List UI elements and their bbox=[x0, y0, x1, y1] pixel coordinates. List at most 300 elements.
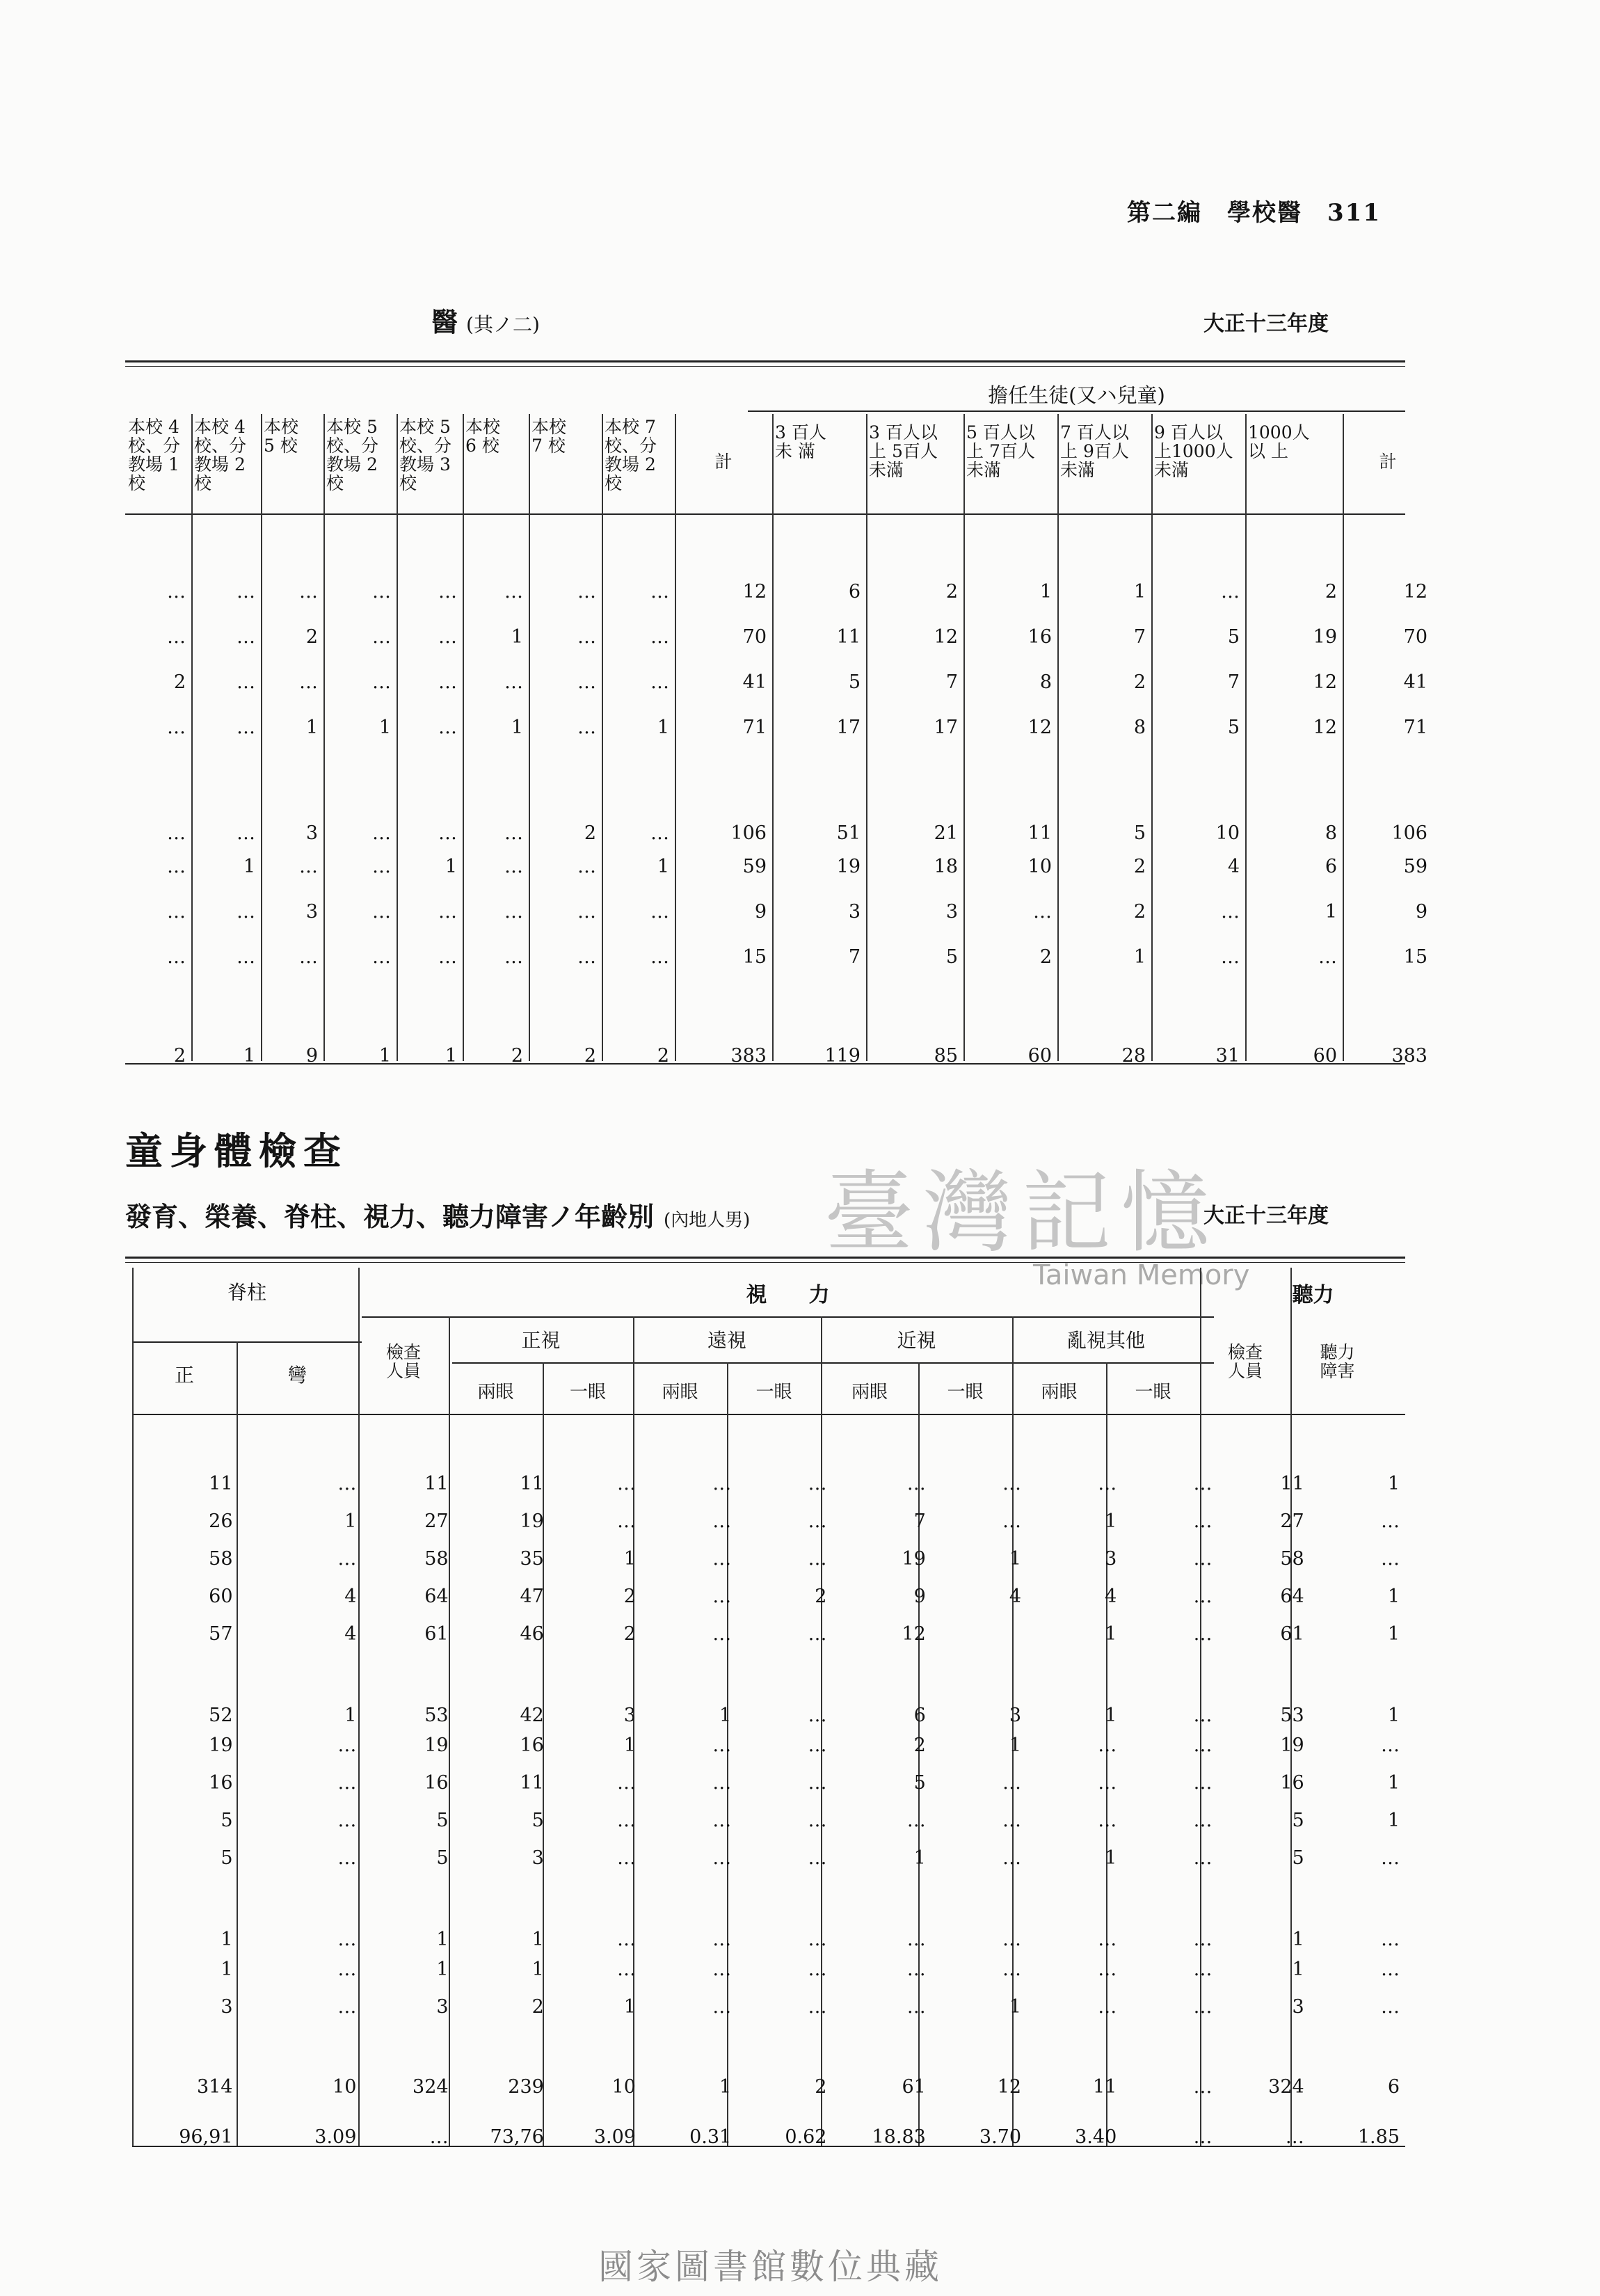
table1-header-col-1-line: 校、分 bbox=[128, 436, 181, 456]
table2-cell: … bbox=[1193, 1995, 1213, 2018]
hearing-exam-count-header-line: 檢查 bbox=[1227, 1342, 1263, 1362]
table2-cell: 314 bbox=[196, 2076, 233, 2098]
table2-cell: 47 bbox=[520, 1585, 544, 1607]
table1-cell: 19 bbox=[836, 856, 861, 877]
hearing-impaired-header-line: 聽力 bbox=[1320, 1342, 1355, 1362]
table1-cell: … bbox=[504, 946, 523, 968]
table1-header-col-2-line: 教場 2 bbox=[194, 454, 246, 475]
table1-cell: 1 bbox=[445, 1045, 457, 1067]
table2-cell: … bbox=[337, 1929, 357, 1950]
table1-cell: … bbox=[438, 822, 457, 844]
table2-row bbox=[132, 1839, 1405, 1876]
hearing-exam-count-header bbox=[1200, 1343, 1290, 1380]
table1-cell: 60 bbox=[1313, 1045, 1337, 1067]
table1-cell: 70 bbox=[742, 626, 767, 648]
table2-cell: … bbox=[1098, 1929, 1117, 1950]
table1-cell: 7 bbox=[945, 671, 958, 693]
table1-cell: 3 bbox=[945, 901, 958, 923]
table1-cell: … bbox=[167, 581, 186, 603]
table2-cell: … bbox=[1193, 1958, 1213, 1980]
table1-cell: 21 bbox=[934, 822, 958, 844]
table2-cell: 35 bbox=[520, 1547, 544, 1570]
table2-cell: … bbox=[712, 1995, 732, 2018]
table2-top-rule bbox=[125, 1257, 1405, 1263]
table1-header-col-5-line: 校、分 bbox=[399, 436, 452, 456]
table1-header-col-11-line: 3 百人以 bbox=[869, 422, 938, 443]
table1-cell: 10 bbox=[1027, 856, 1052, 877]
table1-header-col-10 bbox=[775, 423, 863, 461]
table1-header-col-13 bbox=[1060, 423, 1149, 479]
vision-one-eye: 一眼 bbox=[1135, 1382, 1171, 1403]
table2-cell: 0.31 bbox=[689, 2126, 732, 2148]
table1-cell: … bbox=[438, 581, 457, 603]
vision-one-eye: 一眼 bbox=[755, 1382, 792, 1403]
table2-cell: … bbox=[906, 1472, 926, 1494]
table2-cell: … bbox=[906, 1995, 926, 2018]
table1-cell: … bbox=[372, 856, 391, 877]
table2-cell: 61 bbox=[902, 2076, 926, 2098]
table2-cell: 19 bbox=[1280, 1734, 1304, 1756]
table2-cell: 11 bbox=[1280, 1472, 1304, 1494]
table1-cell: 8 bbox=[1133, 717, 1146, 738]
table2-cell: 58 bbox=[209, 1547, 233, 1570]
table1-cell: 2 bbox=[584, 822, 596, 844]
table2-cell: … bbox=[337, 1995, 357, 2018]
table2-cell: 27 bbox=[1280, 1510, 1304, 1532]
table1-header-col-8 bbox=[605, 417, 672, 493]
table2-cell: 58 bbox=[1280, 1547, 1304, 1570]
table2-cell: … bbox=[808, 1929, 827, 1950]
table1-cell: 383 bbox=[1391, 1045, 1427, 1067]
table2-cell: … bbox=[712, 1847, 732, 1869]
table1-cell: … bbox=[237, 822, 255, 844]
table2-cell: 2 bbox=[815, 1585, 827, 1607]
table2-row bbox=[132, 1502, 1405, 1540]
table1-header-col-8-line: 本校 7 bbox=[605, 417, 656, 437]
table1-cell: 2 bbox=[173, 1045, 186, 1067]
table2-cell: 53 bbox=[424, 1705, 449, 1726]
table2-cell: … bbox=[429, 2126, 449, 2148]
table1-cell: 28 bbox=[1121, 1045, 1146, 1067]
table2-cell: … bbox=[712, 1472, 732, 1494]
table2-cell: … bbox=[1098, 1958, 1117, 1980]
table1-cell: … bbox=[167, 717, 186, 738]
table2-cell: 61 bbox=[1280, 1623, 1304, 1645]
table2-cell: … bbox=[337, 1734, 357, 1756]
table2-cell: 1.85 bbox=[1357, 2126, 1400, 2148]
table2-row bbox=[132, 1465, 1405, 1502]
table1-cell: … bbox=[167, 856, 186, 877]
table1-cell: … bbox=[650, 901, 669, 923]
table1-cell: 17 bbox=[836, 717, 861, 738]
table2-cell: … bbox=[808, 1547, 827, 1570]
table2-spine-rule bbox=[132, 1341, 362, 1343]
table1-row bbox=[125, 705, 1433, 750]
table2-cell: … bbox=[1002, 1809, 1022, 1831]
table1-cell: 59 bbox=[742, 856, 767, 877]
table1-cell: … bbox=[577, 581, 596, 603]
table2-cell: 53 bbox=[1280, 1705, 1304, 1726]
table2-cell: 324 bbox=[1268, 2076, 1304, 2098]
table1-cell: … bbox=[577, 901, 596, 923]
table1-cell: … bbox=[1033, 901, 1052, 923]
table1-header-col-10-line: 未 滿 bbox=[775, 441, 815, 461]
table1-cell: 1 bbox=[657, 856, 669, 877]
table1-cell: 41 bbox=[1403, 671, 1427, 693]
table1-cell: 10 bbox=[1215, 822, 1240, 844]
vision-exam-count-header-line: 人員 bbox=[385, 1361, 421, 1381]
table1-row bbox=[125, 844, 1433, 889]
table1-cell: 2 bbox=[945, 581, 958, 603]
table1-cell: … bbox=[504, 581, 523, 603]
table2-cell: … bbox=[712, 1929, 732, 1950]
table2-cell: 3 bbox=[1009, 1705, 1022, 1726]
table1-cell: … bbox=[577, 717, 596, 738]
table2-cell: 6 bbox=[1387, 2076, 1400, 2098]
table2-row bbox=[132, 1615, 1405, 1652]
table1-cell: 5 bbox=[1133, 822, 1146, 844]
table2-cell: … bbox=[906, 1809, 926, 1831]
table2-cell: … bbox=[712, 1510, 732, 1532]
section-title: 童身體檢查 bbox=[125, 1129, 348, 1173]
table2-cell: … bbox=[1381, 1510, 1400, 1532]
vision-both-eyes: 兩眼 bbox=[1041, 1382, 1078, 1403]
table1-cell: … bbox=[504, 901, 523, 923]
table2-cell: … bbox=[712, 1734, 732, 1756]
table2-row bbox=[132, 1726, 1405, 1764]
table1-header-col-10-line: 3 百人 bbox=[775, 422, 826, 443]
table1-cell: 1 bbox=[305, 717, 318, 738]
table2-cell: … bbox=[1098, 1809, 1117, 1831]
table1-cell: 15 bbox=[742, 946, 767, 968]
table1-header-col-3-line: 本校 bbox=[264, 417, 299, 437]
table2-cell: 4 bbox=[1009, 1585, 1022, 1607]
table1-cell: 1 bbox=[511, 717, 523, 738]
table1-header-col-7 bbox=[531, 417, 599, 455]
table1-cell: … bbox=[504, 671, 523, 693]
table1-top-rule bbox=[125, 360, 1405, 367]
table2-cell: 4 bbox=[344, 1585, 357, 1607]
table2-cell: … bbox=[1193, 1623, 1213, 1645]
table1-header-rule bbox=[125, 513, 1405, 515]
table2-cell: 2 bbox=[623, 1623, 636, 1645]
table2-cell: … bbox=[616, 1472, 636, 1494]
table1-header-col-12 bbox=[966, 423, 1055, 479]
table2-cell: 12 bbox=[902, 1623, 926, 1645]
table2-cell: 1 bbox=[1292, 1929, 1304, 1950]
table2-cell: 26 bbox=[209, 1510, 233, 1532]
vision-group-4: 亂視其他 bbox=[1066, 1329, 1145, 1352]
table1-cell: … bbox=[237, 581, 255, 603]
table1-cell: 8 bbox=[1325, 822, 1337, 844]
table2-cell: 1 bbox=[1387, 1623, 1400, 1645]
table2-cell: … bbox=[1193, 1472, 1213, 1494]
table2-row bbox=[132, 1801, 1405, 1839]
table2-cell: … bbox=[712, 1771, 732, 1794]
table1-cell: 12 bbox=[1313, 717, 1337, 738]
table2-row bbox=[132, 1876, 1405, 1950]
table1-cell: … bbox=[299, 946, 318, 968]
table1-header-col-5-line: 本校 5 bbox=[399, 417, 451, 437]
table2-cell: 0.62 bbox=[785, 2126, 827, 2148]
table2-cell: … bbox=[1098, 1995, 1117, 2018]
table1-header-col-1-line: 校 bbox=[128, 473, 146, 493]
table2-cell: … bbox=[1002, 1472, 1022, 1494]
table1-cell: 1 bbox=[243, 856, 255, 877]
table1-header-col-6 bbox=[465, 417, 526, 455]
table2-cell: 12 bbox=[997, 2076, 1022, 2098]
table2-cell: 16 bbox=[424, 1771, 449, 1794]
table2-cell: 1 bbox=[1387, 1705, 1400, 1726]
table1-header-col-8-line: 教場 2 bbox=[605, 454, 656, 475]
table2-cell: 5 bbox=[221, 1809, 233, 1831]
table2-cell: … bbox=[1381, 1929, 1400, 1950]
table2-cell: 4 bbox=[344, 1623, 357, 1645]
table2-cell: 5 bbox=[1292, 1809, 1304, 1831]
table2-row bbox=[132, 1652, 1405, 1726]
table1-header-col-4 bbox=[326, 417, 394, 493]
table2-cell: … bbox=[906, 1929, 926, 1950]
table1-cell: 3 bbox=[305, 901, 318, 923]
table1-cell: … bbox=[372, 671, 391, 693]
table1-cell: … bbox=[299, 671, 318, 693]
hearing-header: 聽力 bbox=[1292, 1283, 1334, 1307]
table2-row bbox=[132, 2098, 1405, 2148]
table1-header-col-11-line: 未滿 bbox=[869, 460, 904, 480]
table2-cell: 2 bbox=[815, 2076, 827, 2098]
table1-cell: 9 bbox=[305, 1045, 318, 1067]
table1-cell: 5 bbox=[848, 671, 861, 693]
table1-cell: … bbox=[650, 822, 669, 844]
table2-cell: 1 bbox=[623, 1995, 636, 2018]
table2-cell: 1 bbox=[1387, 1809, 1400, 1831]
hearing-exam-count-header-line: 人員 bbox=[1227, 1361, 1263, 1381]
table1-row bbox=[125, 569, 1433, 614]
table2-cell: … bbox=[1381, 1995, 1400, 2018]
table1-header-col-3 bbox=[264, 417, 321, 455]
table1-cell: … bbox=[237, 946, 255, 968]
table1-cell: 7 bbox=[1133, 626, 1146, 648]
table1-cell: 41 bbox=[742, 671, 767, 693]
table2-cell: 7 bbox=[913, 1510, 926, 1532]
table2-cell: … bbox=[616, 1510, 636, 1532]
table1-cell: 12 bbox=[934, 626, 958, 648]
table2-cell: … bbox=[712, 1585, 732, 1607]
table1-cell: … bbox=[650, 581, 669, 603]
table2-subtitle: (內地人男) bbox=[664, 1210, 751, 1231]
table1-cell: … bbox=[372, 626, 391, 648]
table1-cell: … bbox=[372, 822, 391, 844]
table1-header-col-5-line: 校 bbox=[399, 473, 417, 493]
vision-group-3: 近視 bbox=[897, 1329, 936, 1352]
table1-cell: 18 bbox=[934, 856, 958, 877]
table1-cell: … bbox=[1318, 946, 1337, 968]
table2-cell: … bbox=[1381, 1734, 1400, 1756]
table2-cell: … bbox=[808, 1958, 827, 1980]
table2-cell: … bbox=[808, 1771, 827, 1794]
table2-cell: 3 bbox=[436, 1995, 449, 2018]
table1-header-col-13-line: 上 9百人 bbox=[1060, 441, 1129, 461]
table1-cell: … bbox=[577, 946, 596, 968]
table1-cell: … bbox=[650, 626, 669, 648]
table2-cell: … bbox=[1193, 2076, 1213, 2098]
vision-one-eye: 一眼 bbox=[569, 1382, 606, 1403]
table1-header-col-5-line: 教場 3 bbox=[399, 454, 451, 475]
table1-cell: 1 bbox=[378, 1045, 391, 1067]
table1-cell: 2 bbox=[1133, 671, 1146, 693]
table2-cell: … bbox=[808, 1472, 827, 1494]
table1-cell: 17 bbox=[934, 717, 958, 738]
vision-group-2: 遠視 bbox=[707, 1329, 746, 1352]
table1-cell: … bbox=[577, 856, 596, 877]
table1-cell: 12 bbox=[1027, 717, 1052, 738]
table1-cell: 11 bbox=[836, 626, 861, 648]
table1-header-col-8-line: 校、分 bbox=[605, 436, 657, 456]
table2-cell: 1 bbox=[436, 1958, 449, 1980]
table1-header-col-9-line: 計 bbox=[714, 452, 733, 472]
table2-cell: 3.40 bbox=[1075, 2126, 1117, 2148]
table1-header-col-7-line: 本校 bbox=[531, 417, 567, 437]
table1-cell: … bbox=[167, 626, 186, 648]
table2-cell: … bbox=[712, 1809, 732, 1831]
table1-cell: 5 bbox=[1227, 717, 1240, 738]
table1-header-col-12-line: 未滿 bbox=[966, 460, 1002, 480]
table2-cell: … bbox=[337, 1847, 357, 1869]
table1-cell: … bbox=[438, 946, 457, 968]
table1-cell: 2 bbox=[173, 671, 186, 693]
table2-cell: 1 bbox=[913, 1847, 926, 1869]
vision-both-eyes: 兩眼 bbox=[477, 1382, 514, 1403]
table1-cell: 71 bbox=[742, 717, 767, 738]
table1-header-col-6-line: 6 校 bbox=[465, 436, 499, 456]
table2-cell: … bbox=[1002, 1958, 1022, 1980]
table2-cell: … bbox=[1002, 1847, 1022, 1869]
table2-era: 大正十三年度 bbox=[1203, 1204, 1329, 1228]
table1-cell: … bbox=[504, 822, 523, 844]
table2-cell: … bbox=[712, 1547, 732, 1570]
table2-cell: … bbox=[1098, 1771, 1117, 1794]
vision-both-eyes: 兩眼 bbox=[662, 1382, 698, 1403]
table1-cell: … bbox=[650, 671, 669, 693]
table2-cell: … bbox=[1285, 2126, 1304, 2148]
table2-cell: 16 bbox=[209, 1771, 233, 1794]
table1-row bbox=[125, 750, 1433, 844]
table1-header-col-2-line: 本校 4 bbox=[194, 417, 246, 437]
table1-cell: 6 bbox=[848, 581, 861, 603]
table1-cell: 2 bbox=[1133, 856, 1146, 877]
table2-cell: 1 bbox=[1105, 1847, 1117, 1869]
table2-cell: 60 bbox=[209, 1585, 233, 1607]
table1-cell: 2 bbox=[584, 1045, 596, 1067]
table1-cell: … bbox=[237, 671, 255, 693]
table2-cell: 64 bbox=[1280, 1585, 1304, 1607]
table2-cell bbox=[931, 1615, 1027, 1652]
table1-cell: … bbox=[167, 946, 186, 968]
table1-group-header: 擔任生徒(又ハ兒童) bbox=[988, 383, 1165, 407]
table1-cell: … bbox=[504, 856, 523, 877]
table1-cell: 4 bbox=[1227, 856, 1240, 877]
table2-cell: 27 bbox=[424, 1510, 449, 1532]
table1-cell: 1 bbox=[378, 717, 391, 738]
table1-header-col-14-line: 上1000人 bbox=[1154, 441, 1233, 461]
table1-header-col-7-line: 7 校 bbox=[531, 436, 566, 456]
table1-cell: … bbox=[1221, 946, 1240, 968]
table1-cell: … bbox=[237, 717, 255, 738]
table1-header-col-15 bbox=[1248, 423, 1340, 461]
table2-cell: 10 bbox=[333, 2076, 357, 2098]
table2-cell: 1 bbox=[221, 1929, 233, 1950]
table1-cell: … bbox=[438, 717, 457, 738]
table2-cell: … bbox=[337, 1472, 357, 1494]
table2-cell: 1 bbox=[531, 1929, 544, 1950]
vision-header: 視 力 bbox=[746, 1283, 830, 1307]
table2-cell: 1 bbox=[221, 1958, 233, 1980]
table1-cell: … bbox=[167, 901, 186, 923]
table2-cell: 1 bbox=[344, 1510, 357, 1532]
table1-cell: 6 bbox=[1325, 856, 1337, 877]
table2-cell: … bbox=[1193, 1510, 1213, 1532]
table1-cell: 3 bbox=[848, 901, 861, 923]
table2-row bbox=[132, 1764, 1405, 1801]
table1-header-col-8-line: 校 bbox=[605, 473, 623, 493]
table2-cell: 1 bbox=[1009, 1547, 1022, 1570]
table1-header-col-15-line: 以 上 bbox=[1248, 441, 1288, 461]
table1-cell: … bbox=[577, 626, 596, 648]
table2-cell: … bbox=[712, 1623, 732, 1645]
table2-cell: 3 bbox=[1105, 1547, 1117, 1570]
table1-cell: … bbox=[438, 901, 457, 923]
table2-cell: 2 bbox=[623, 1585, 636, 1607]
table1-cell: 7 bbox=[1227, 671, 1240, 693]
table2-cell: 1 bbox=[1387, 1472, 1400, 1494]
table2-cell: 2 bbox=[913, 1734, 926, 1756]
table1-row bbox=[125, 614, 1433, 660]
table2-cell: 46 bbox=[520, 1623, 544, 1645]
table1-cell: 31 bbox=[1215, 1045, 1240, 1067]
table2-cell: 3.09 bbox=[593, 2126, 636, 2148]
table1-row bbox=[125, 889, 1433, 934]
table2-cell: 10 bbox=[611, 2076, 636, 2098]
table1-row bbox=[125, 934, 1433, 980]
table1-cell: 1 bbox=[1039, 581, 1052, 603]
table1-cell: 5 bbox=[945, 946, 958, 968]
table2-cell: … bbox=[1193, 1734, 1213, 1756]
table1-cell: 11 bbox=[1027, 822, 1052, 844]
table2-row bbox=[132, 1577, 1405, 1615]
table2-cell: … bbox=[808, 1510, 827, 1532]
table1-cell: 16 bbox=[1027, 626, 1052, 648]
table2-cell: 4 bbox=[1105, 1585, 1117, 1607]
table2-cell: 19 bbox=[209, 1734, 233, 1756]
table1-cell: … bbox=[1221, 901, 1240, 923]
table2-cell: 1 bbox=[1105, 1705, 1117, 1726]
table2-cell: 3 bbox=[221, 1995, 233, 2018]
table1-header-col-15-line: 1000人 bbox=[1248, 422, 1310, 443]
table1-cell: … bbox=[237, 901, 255, 923]
table1-era: 大正十三年度 bbox=[1203, 312, 1329, 336]
table1-cell: … bbox=[237, 626, 255, 648]
vision-exam-count-header-line: 檢查 bbox=[385, 1342, 421, 1362]
table1-cell: 2 bbox=[1325, 581, 1337, 603]
table1-header-col-1-line: 教場 1 bbox=[128, 454, 179, 475]
page-number: 311 bbox=[1327, 199, 1381, 227]
table1-cell: … bbox=[372, 581, 391, 603]
table1-cell: 2 bbox=[305, 626, 318, 648]
table1-cell: … bbox=[1221, 581, 1240, 603]
spine-col-curved: 彎 bbox=[287, 1364, 307, 1387]
table1-cell: 12 bbox=[742, 581, 767, 603]
table1-header-col-2-line: 校 bbox=[194, 473, 212, 493]
